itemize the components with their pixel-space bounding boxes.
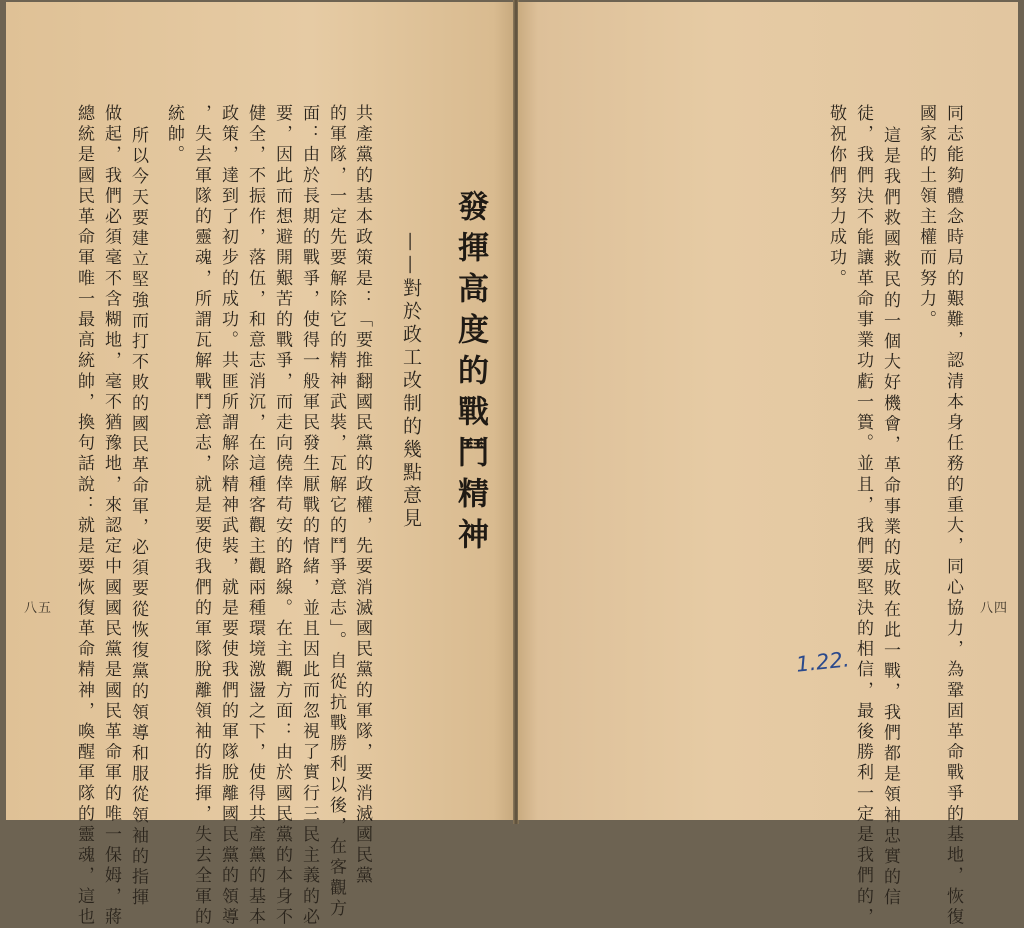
text-column-1: 同志能夠體念時局的艱難，認清本身任務的重大，同心協力，為鞏固革命戰爭的基地，恢復 bbox=[943, 104, 963, 928]
text-column-9: 所以今天要建立堅強而打不敗的國民革命軍，必須要從恢復黨的領導和服從領袖的指揮 bbox=[128, 126, 148, 909]
article-subtitle: ——對於政工改制的幾點意見 bbox=[400, 232, 422, 531]
text-column-7: ，失去軍隊的靈魂，所謂瓦解戰鬥意志，就是要使我們的軍隊脫離領袖的指揮，失去全軍的 bbox=[191, 104, 211, 928]
page-number: 八四 bbox=[980, 601, 1009, 616]
left-page bbox=[6, 2, 514, 928]
text-column-10: 做起，我們必須毫不含糊地，毫不猶豫地，來認定中國國民黨是國民革命軍的唯一保姆，蔣 bbox=[101, 104, 121, 928]
article-title: 發揮高度的戰鬥精神 bbox=[452, 190, 488, 559]
text-column-2: 國家的土領主權而努力。 bbox=[916, 104, 936, 331]
right-page bbox=[518, 2, 1018, 928]
text-column-5: 敬祝你們努力成功。 bbox=[826, 104, 846, 290]
text-column-1: 共產黨的基本政策是：「要推翻國民黨的政權，先要消滅國民黨的軍隊，要消滅國民黨 bbox=[352, 104, 372, 887]
handwritten-note: 1.22. bbox=[794, 647, 851, 677]
page-number: 八五 bbox=[24, 601, 53, 616]
text-column-6: 政策，達到了初步的成功。共匪所謂解除精神武裝，就是要使我們的軍隊脫離國民黨的領導 bbox=[218, 104, 238, 928]
text-column-8: 統帥。 bbox=[164, 104, 184, 166]
text-column-11: 總統是國民革命軍唯一最高統帥，換句話說：就是要恢復革命精神，喚醒軍隊的靈魂，這也 bbox=[74, 104, 94, 928]
text-column-3: 面：由於長期的戰爭，使得一般軍民發生厭戰的情緒，並且因此而忽視了實行三民主義的必 bbox=[299, 104, 319, 928]
text-column-2: 的軍隊，一定先要解除它的精神武裝，瓦解它的鬥爭意志」。自從抗戰勝利以後，在客觀方 bbox=[326, 104, 346, 920]
text-column-3: 這是我們救國救民的一個大好機會，革命事業的成敗在此一戰，我們都是領袖忠實的信 bbox=[880, 126, 900, 909]
text-column-4: 徒，我們決不能讓革命事業功虧一簣。並且，我們要堅決的相信，最後勝利一定是我們的， bbox=[853, 104, 873, 928]
text-column-4: 要，因此而想避開艱苦的戰爭，而走向僥倖苟安的路線。在主觀方面：由於國民黨的本身不 bbox=[272, 104, 292, 928]
text-column-5: 健全，不振作，落伍，和意志消沉，在這種客觀主觀兩種環境激盪之下，使得共產黨的基本 bbox=[245, 104, 265, 928]
